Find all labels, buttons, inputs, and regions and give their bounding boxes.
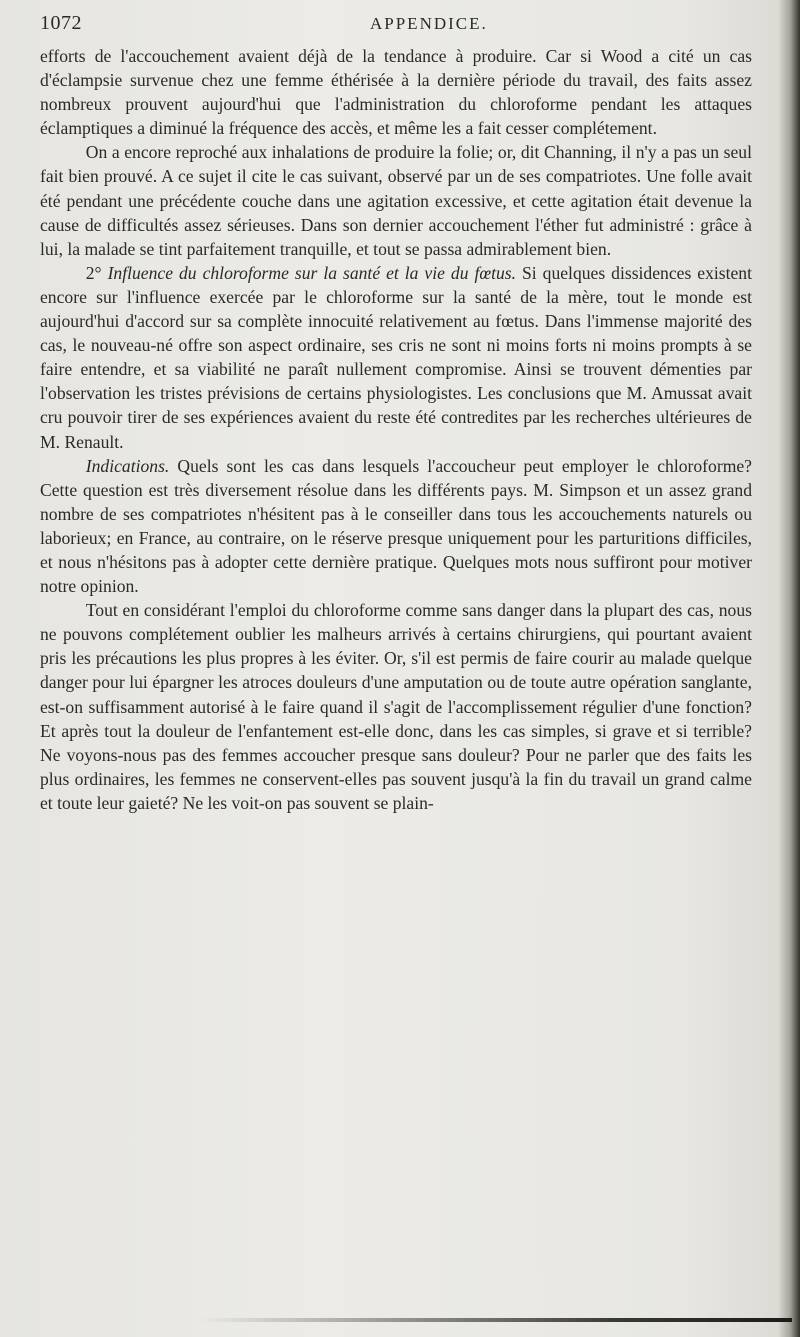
page-number: 1072 [40,12,82,34]
section-number: 2° [85,262,102,283]
running-head: APPENDICE. [370,14,488,33]
paragraph-1: efforts de l'accouchement avaient déjà de la tendance à produire. Car si Wood a cité un cas d'éclampsie survenue chez une femme éthérisée à la dernière période du travail, des faits assez nombreux prouvent aujourd'hui que l'administration du chloroforme pendant les attaques éclamptiques a diminué la fréquence des accès, et même les a fait cesser complétement. [40,46,752,139]
body-text [40,44,752,815]
indications-text: Quels sont les cas dans lesquels l'accoucheur peut employer le chloroforme? Cette question est très diversement résolue dans les différents pays. M. Simpson et un assez grand nombre de ses compatriotes n'hésitent pas à le conseiller dans tous les accouchements naturels ou laborieux; en France, au contraire, on le réserve presque uniquement pour les parturitions difficiles, et nous n'hésitons pas à adopter cette dernière pratique. Quelques mots nous suffiront pour motiver notre opinion. [40,455,752,597]
paragraph-3 [40,261,752,454]
binding-shadow [778,0,800,1337]
section-text: Si quelques dissidences existent encore sur l'influence exercée par le chloroforme sur la santé de la mère, tout le monde est aujourd'hui d'accord sur sa complète innocuité relativement au fœtus. Dans l'immense majorité des cas, le nouveau-né offre son aspect ordinaire, ses cris ne sont ni moins forts ni moins prompts à se faire entendre, et sa viabilité ne paraît nullement compromise. Ainsi se trouvent démenties par l'observation les tristes prévisions de certains physiologistes. Les conclusions que M. Amussat avait cru pouvoir tirer de ses expériences avaient du reste été contredites par les recherches ultérieures de M. Renault. [40,262,752,452]
indications-title: Indications. [85,455,170,476]
bottom-edge-rule [200,1318,792,1322]
paragraph-4 [40,454,752,599]
paragraph-2: On a encore reproché aux inhalations de produire la folie; or, dit Channing, il n'y a pas un seul fait bien prouvé. A ce sujet il cite le cas suivant, observé par un de ses compatriotes. Une folle avait été pendant une précédente couche dans une agitation excessive, et cette agitation était devenue la cause de difficultés assez sérieuses. Dans son dernier accouchement l'éther fut administré : grâce à lui, la malade se tint parfaitement tranquille, et tout se passa admirablement bien. [40,142,752,259]
paragraph-5: Tout en considérant l'emploi du chloroforme comme sans danger dans la plupart des cas, nous ne pouvons complétement oublier les malheurs arrivés à certains chirurgiens, qui pourtant avaient pris les précautions les plus propres à les éviter. Or, s'il est permis de faire courir au malade quelque danger pour lui épargner les atroces douleurs d'une amputation ou de toute autre opération sanglante, est-on suffisamment autorisé à le faire quand il s'agit de l'accomplissement régulier d'une fonction? Et après tout la douleur de l'enfantement est-elle donc, dans les cas simples, si grave et si terrible? Ne voyons-nous pas des femmes accoucher presque sans douleur? Pour ne parler que des faits les plus ordinaires, les femmes ne conservent-elles pas souvent jusqu'à la fin du travail un grand calme et toute leur gaieté? Ne les voit-on pas souvent se plain- [40,600,752,813]
page-header [40,12,740,40]
section-title: Influence du chloroforme sur la santé et la vie du fœtus. [107,262,517,283]
